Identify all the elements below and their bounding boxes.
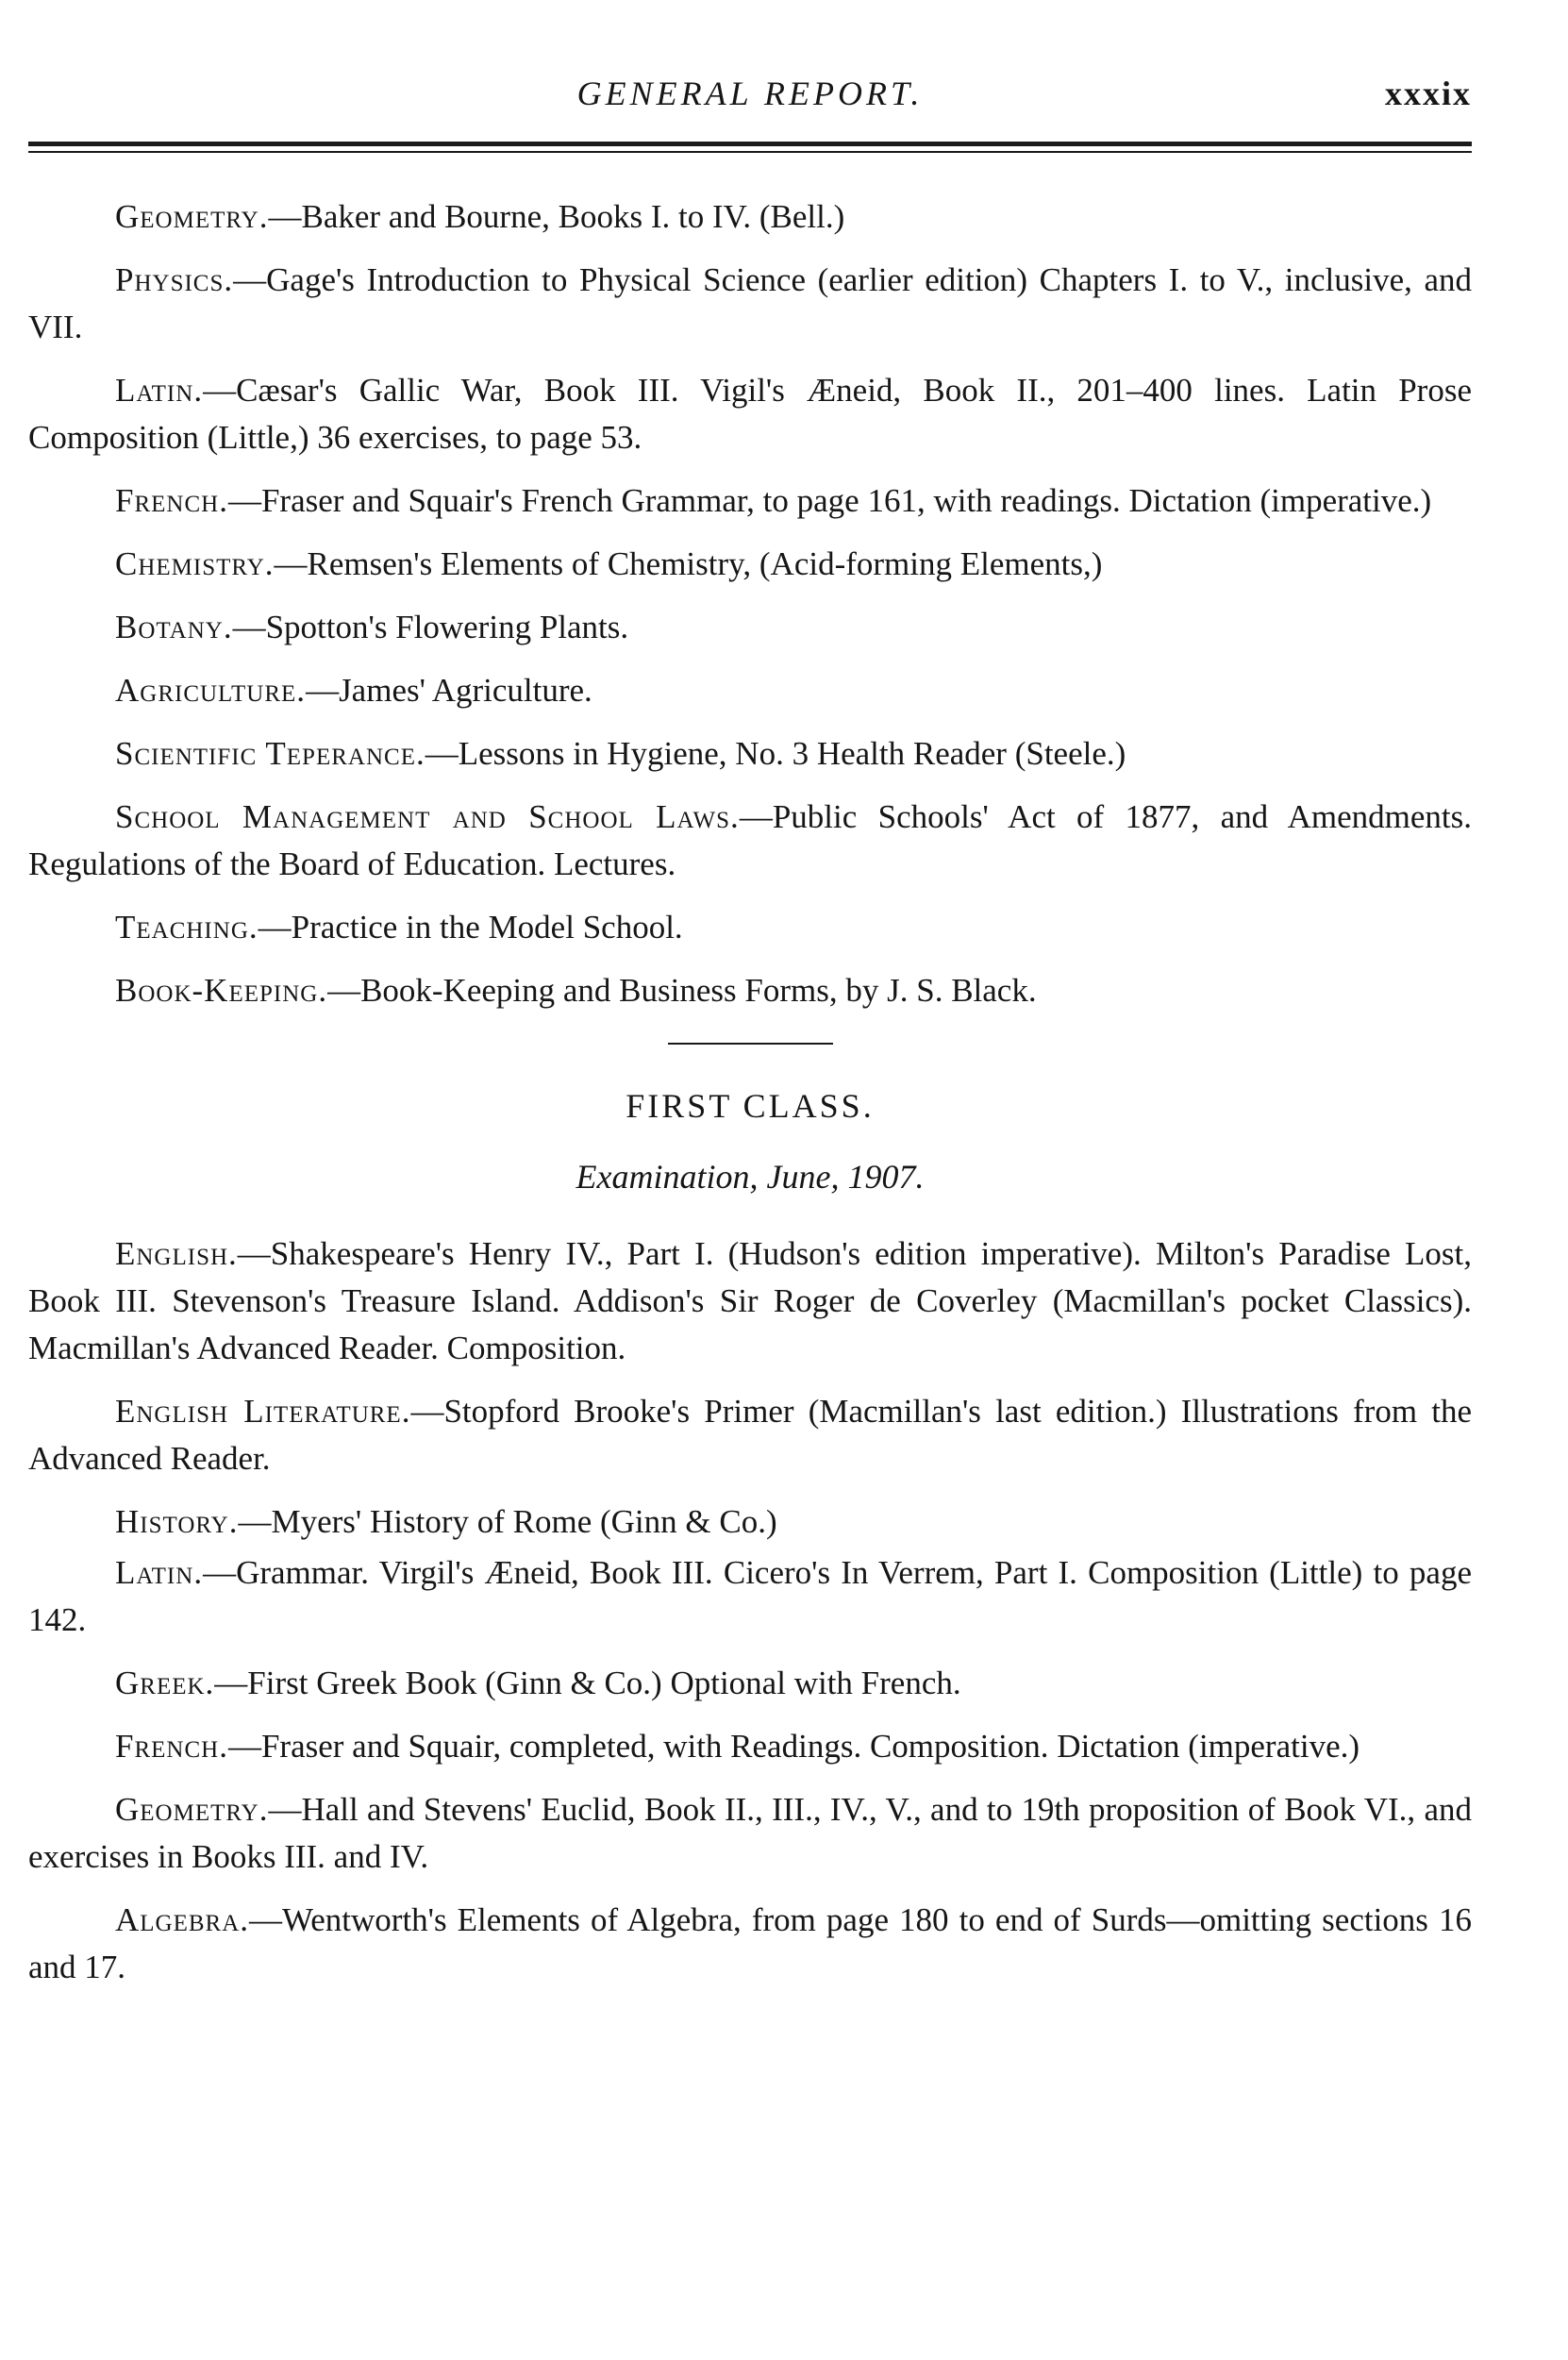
entry-latin-first-class [28,1549,1472,1644]
entry-subject: Scientific Teperance. [115,735,425,772]
book-page [28,0,1472,2360]
entry-text: —Remsen's Elements of Chemistry, (Acid-forming Elements,) [274,545,1103,582]
entry-text: —First Greek Book (Ginn & Co.) Optional with French. [214,1665,961,1701]
entry-text: —Wentworth's Elements of Algebra, from page 180 to end of Surds—omitting sections 16 and 17. [28,1901,1472,1985]
entry-subject: Geometry. [115,198,269,235]
entry-subject: Botany. [115,609,233,645]
entry-text: —Fraser and Squair, completed, with Readings. Composition. Dictation (imperative.) [227,1728,1360,1765]
entry-algebra [28,1897,1472,1991]
entry-text: —Cæsar's Gallic War, Book III. Vigil's Æneid, Book II., 201–400 lines. Latin Prose Composition (Little,) 36 exercises, to page 53. [28,372,1472,456]
entry-text: —Gage's Introduction to Physical Science (earlier edition) Chapters I. to V., inclusive, and VII. [28,261,1472,345]
entry-subject: Book-Keeping. [115,972,328,1009]
entry-subject: History. [115,1503,239,1540]
entry-physics [28,257,1472,351]
entry-greek [28,1660,1472,1707]
entry-scientific-temperance [28,730,1472,778]
entry-subject: English Literature. [115,1393,411,1430]
entry-history [28,1498,1472,1546]
entry-text: —Public Schools' Act of 1877, and Amendments. Regulations of the Board of Education. Lectures. [28,798,1472,882]
header-double-rule [28,142,1472,153]
entry-subject: Chemistry. [115,545,275,582]
entry-agriculture [28,667,1472,714]
entry-text: —James' Agriculture. [306,672,592,709]
entry-text: —Lessons in Hygiene, No. 3 Health Reader (Steele.) [425,735,1126,772]
entry-subject: Algebra. [115,1901,250,1938]
entry-text: —Book-Keeping and Business Forms, by J. S. Black. [327,972,1037,1009]
entry-subject: Greek. [115,1665,215,1701]
entry-book-keeping [28,967,1472,1014]
entry-text: —Hall and Stevens' Euclid, Book II., III., IV., V., and to 19th proposition of Book VI., and exercises in Books III. and IV. [28,1791,1472,1875]
entry-text: —Stopford Brooke's Primer (Macmillan's last edition.) Illustrations from the Advanced Reader. [28,1393,1472,1477]
entry-subject: English. [115,1235,238,1272]
entry-text: —Myers' History of Rome (Ginn & Co.) [238,1503,777,1540]
entry-english [28,1230,1472,1372]
entry-subject: Physics. [115,261,234,298]
section-subtitle: Examination, June, 1907. [575,1158,925,1196]
entry-botany [28,604,1472,651]
section-title: FIRST CLASS. [626,1087,875,1125]
running-head [28,74,1472,121]
entry-subject: French. [115,1728,228,1765]
entry-subject: Geometry. [115,1791,269,1828]
entry-geometry-first-class [28,1786,1472,1881]
entry-subject: Latin. [115,1554,204,1591]
entry-text: —Practice in the Model School. [258,909,683,946]
entry-text: —Baker and Bourne, Books I. to IV. (Bell.) [268,198,845,235]
report-body [28,193,1472,2007]
entry-teaching [28,904,1472,951]
entry-subject: French. [115,482,228,519]
entry-latin [28,367,1472,461]
entry-french-first-class [28,1723,1472,1770]
entry-chemistry [28,541,1472,588]
entry-french [28,477,1472,525]
page-number: xxxix [1384,75,1472,112]
section-divider [668,1043,833,1045]
entry-subject: Latin. [115,372,204,409]
entry-school-management [28,794,1472,888]
running-title: GENERAL REPORT. [576,75,924,112]
entry-subject: School Management and School Laws. [115,798,740,835]
entry-text: —Grammar. Virgil's Æneid, Book III. Cicero's In Verrem, Part I. Composition (Little) to page 142. [28,1554,1472,1638]
entry-english-literature [28,1388,1472,1482]
entry-subject: Agriculture. [115,672,307,709]
entry-geometry [28,193,1472,241]
entry-text: —Fraser and Squair's French Grammar, to page 161, with readings. Dictation (imperative.) [227,482,1432,519]
entry-text: —Shakespeare's Henry IV., Part I. (Hudson's edition imperative). Milton's Paradise Lost, Book III. Stevenson's Treasure Island. Addison's Sir Roger de Coverley (Macmillan's pocket Classics). Macmillan's Advanced Reader. Composition. [28,1235,1472,1366]
entry-subject: Teaching. [115,909,259,946]
entry-text: —Spotton's Flowering Plants. [232,609,629,645]
